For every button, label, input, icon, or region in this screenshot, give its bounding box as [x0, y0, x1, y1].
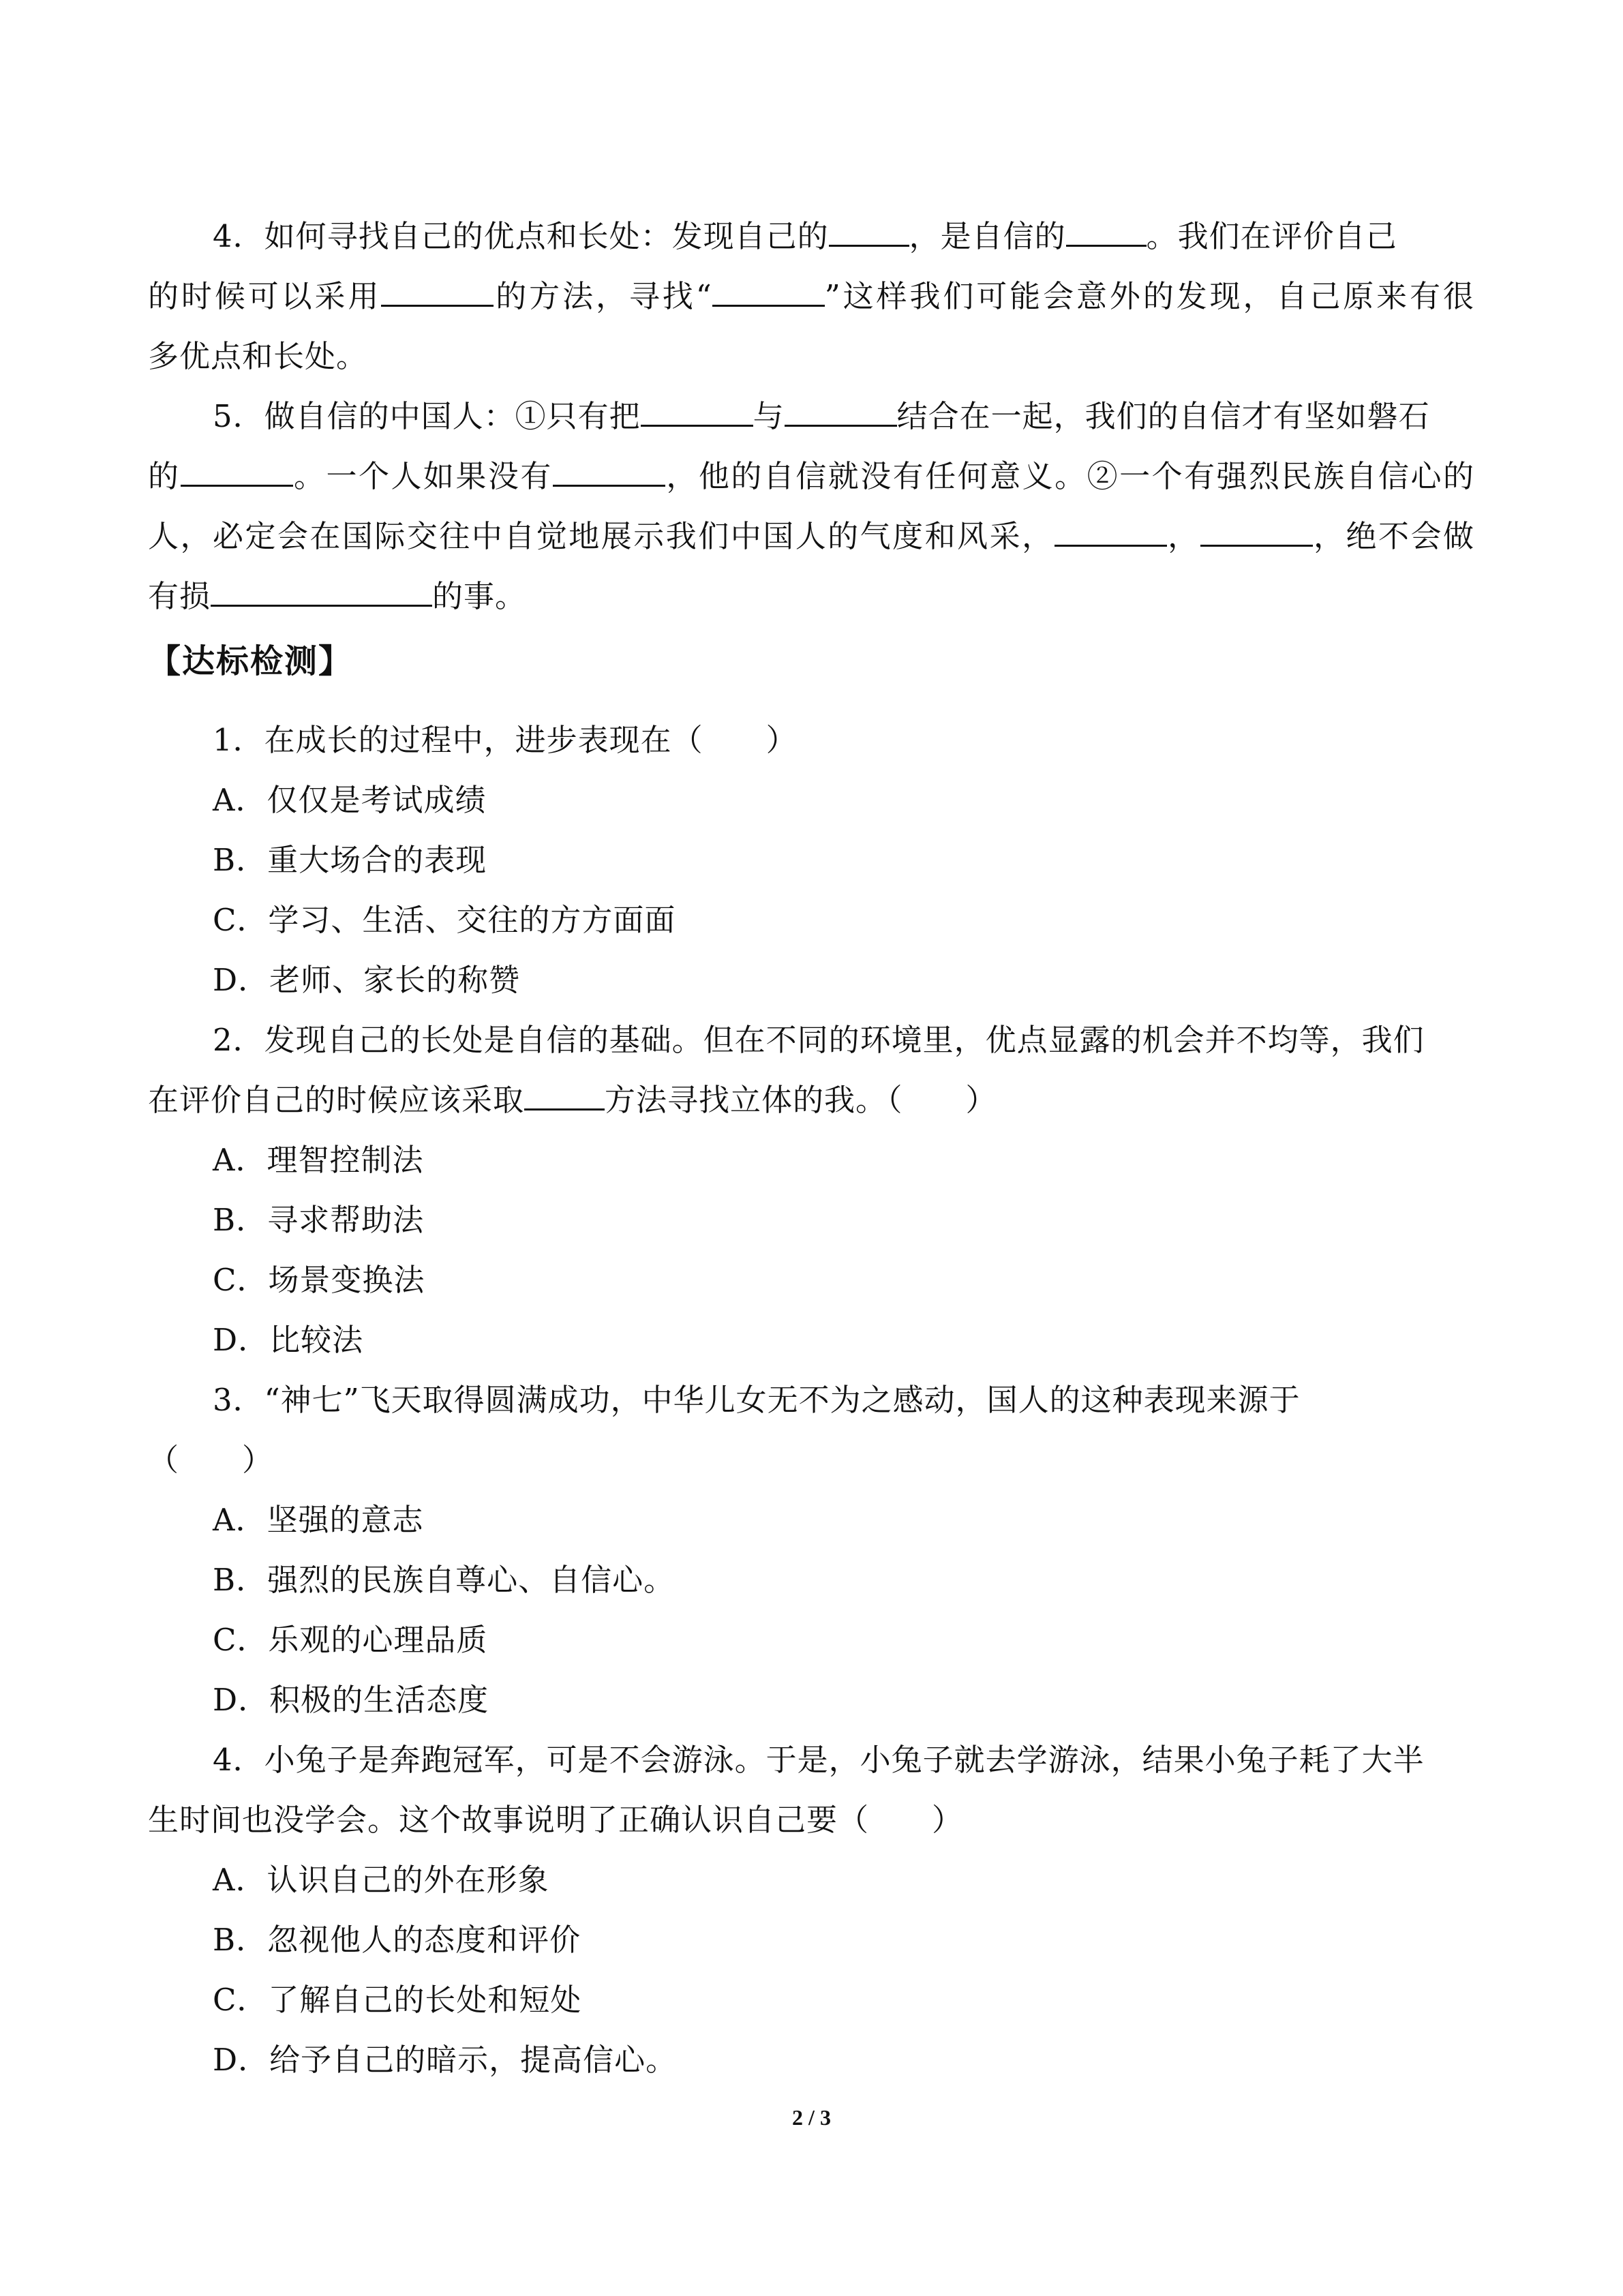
question-3-option-d: D．积极的生活态度	[213, 1682, 489, 1718]
answer-blank	[1055, 516, 1167, 547]
question-4-option-b: B．忽视他人的态度和评价	[213, 1922, 581, 1958]
question-1-option-b: B．重大场合的表现	[213, 842, 487, 878]
question-1-stem: 1．在成长的过程中，进步表现在（ ）	[213, 722, 798, 758]
answer-blank	[381, 276, 494, 307]
question-2-stem-line-2: 在评价自己的时候应该采取 方法寻找立体的我。（ ）	[148, 1080, 997, 1121]
answer-blank	[1066, 216, 1147, 247]
fill-in-item-4-line-2: 的时候可以采用 的方法，寻找“ ”这样我们可能会意外的发现，自己原来有很	[148, 276, 1474, 317]
answer-blank	[211, 576, 432, 607]
section-heading: 【达标检测】	[148, 642, 353, 680]
question-2-option-a: A．理智控制法	[213, 1142, 424, 1178]
answer-blank	[785, 396, 897, 427]
question-4-option-c: C．了解自己的长处和短处	[213, 1982, 582, 2018]
page-number: 2 / 3	[792, 2105, 831, 2130]
fill-in-item-5-line-3: 人，必定会在国际交往中自觉地展示我们中国人的气度和风采， ， ，绝不会做	[148, 516, 1474, 557]
question-2-option-b: B．寻求帮助法	[213, 1202, 425, 1238]
question-1-option-d: D．老师、家长的称赞	[213, 962, 521, 998]
question-3-stem-line-2: （ ）	[148, 1442, 274, 1478]
question-3-option-a: A．坚强的意志	[213, 1502, 424, 1538]
answer-blank	[641, 396, 753, 427]
fill-in-item-5-line-2: 的 。一个人如果没有 ，他的自信就没有任何意义。②一个有强烈民族自信心的	[148, 456, 1474, 497]
answer-blank	[712, 276, 825, 307]
answer-blank	[553, 456, 665, 487]
answer-blank	[181, 456, 293, 487]
fill-in-item-5-line-1: 5．做自信的中国人：①只有把 与 结合在一起，我们的自信才有坚如磐石	[213, 396, 1430, 437]
question-3-option-b: B．强烈的民族自尊心、自信心。	[213, 1562, 676, 1598]
fill-in-item-4-line-1: 4．如何寻找自己的优点和长处：发现自己的 ，是自信的 。我们在评价自己	[213, 216, 1397, 257]
question-1-option-a: A．仅仅是考试成绩	[213, 782, 487, 818]
question-2-option-c: C．场景变换法	[213, 1262, 425, 1298]
question-4-option-d: D．给予自己的暗示，提高信心。	[213, 2042, 678, 2078]
fill-in-item-4-line-3: 多优点和长处。	[148, 338, 368, 374]
answer-blank	[524, 1080, 605, 1111]
question-3-stem-line-1: 3．“神七”飞天取得圆满成功，中华儿女无不为之感动，国人的这种表现来源于	[213, 1382, 1301, 1418]
answer-blank	[829, 216, 909, 247]
question-4-option-a: A．认识自己的外在形象	[213, 1862, 549, 1898]
fill-in-item-5-line-4: 有损 的事。	[148, 576, 526, 617]
answer-blank	[1200, 516, 1313, 547]
question-3-option-c: C．乐观的心理品质	[213, 1622, 488, 1658]
question-4-stem-line-1: 4．小兔子是奔跑冠军，可是不会游泳。于是，小兔子就去学游泳，结果小兔子耗了大半	[213, 1742, 1425, 1778]
question-2-option-d: D．比较法	[213, 1322, 364, 1358]
question-4-stem-line-2: 生时间也没学会。这个故事说明了正确认识自己要（ ）	[148, 1802, 964, 1838]
question-2-stem-line-1: 2．发现自己的长处是自信的基础。但在不同的环境里，优点显露的机会并不均等，我们	[213, 1022, 1425, 1058]
question-1-option-c: C．学习、生活、交往的方方面面	[213, 902, 676, 938]
